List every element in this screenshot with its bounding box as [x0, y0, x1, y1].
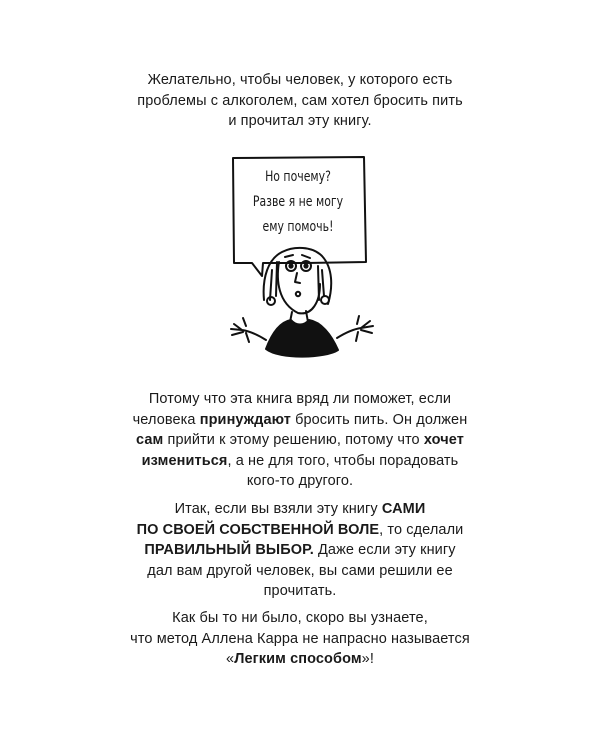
- text-run: Итак, если вы взяли эту книгу: [174, 501, 382, 517]
- paragraph-line: Потому что эта книга вряд ли поможет, если: [148, 391, 452, 407]
- paragraph-line: [0, 540, 600, 561]
- paragraph-line: [0, 649, 600, 670]
- text-run: , то сделали: [379, 521, 464, 538]
- bold-text: Легким способом: [234, 651, 362, 667]
- nose: [295, 273, 300, 283]
- bubble-line: Разве я не могу: [252, 194, 344, 210]
- mouth: [296, 292, 300, 296]
- paragraph-line: кого-то другого.: [246, 473, 354, 489]
- bold-text: САМИ: [381, 501, 426, 517]
- paragraph-line: Как бы то ни было, скоро вы узнаете,: [172, 610, 428, 626]
- bold-text: сам: [136, 432, 164, 448]
- text-run: бросить пить. Он должен: [290, 411, 468, 428]
- paragraph-line: [0, 430, 600, 451]
- bold-text: хочет: [423, 432, 464, 448]
- speech-bubble-text: [252, 165, 344, 240]
- body: [266, 320, 338, 357]
- text-run: «: [226, 651, 235, 667]
- text-run: человека: [132, 411, 200, 428]
- reason-paragraph: [0, 389, 600, 492]
- text-run: прийти к этому решению, потому что: [163, 432, 424, 448]
- intro-paragraph: [0, 70, 600, 132]
- intro-line: Желательно, чтобы человек, у которого есть: [147, 72, 453, 88]
- bold-text: измениться: [141, 452, 228, 469]
- method-paragraph: [0, 608, 600, 670]
- intro-line: и прочитал эту книгу.: [228, 113, 372, 129]
- paragraph-line: дал вам другой человек, вы сами решили ее: [147, 562, 453, 579]
- bubble-line: Но почему?: [265, 169, 331, 185]
- bubble-line: ему помочь!: [262, 219, 334, 235]
- paragraph-line: [0, 499, 600, 520]
- bold-text: ПО СВОЕЙ СОБСТВЕННОЙ ВОЛЕ: [136, 521, 380, 538]
- text-run: Даже если эту книгу: [313, 542, 456, 558]
- text-run: »!: [361, 651, 374, 667]
- face: [278, 262, 320, 313]
- text-run: , а не для того, чтобы порадовать: [227, 452, 459, 469]
- paragraph-line: [0, 410, 600, 431]
- paragraph-line: что метод Аллена Карра не напрасно называется: [130, 630, 470, 647]
- bold-text: ПРАВИЛЬНЫЙ ВЫБОР.: [144, 542, 314, 558]
- left-hand: [231, 318, 266, 342]
- paragraph-line: [0, 520, 600, 541]
- paragraph-line: [0, 451, 600, 472]
- paragraph-line: прочитать.: [263, 583, 337, 599]
- choice-paragraph: [0, 499, 600, 602]
- bold-text: принуждают: [199, 411, 291, 428]
- right-hand: [337, 316, 373, 341]
- intro-line: проблемы с алкоголем, сам хотел бросить пить: [137, 92, 463, 109]
- right-earring: [321, 296, 329, 304]
